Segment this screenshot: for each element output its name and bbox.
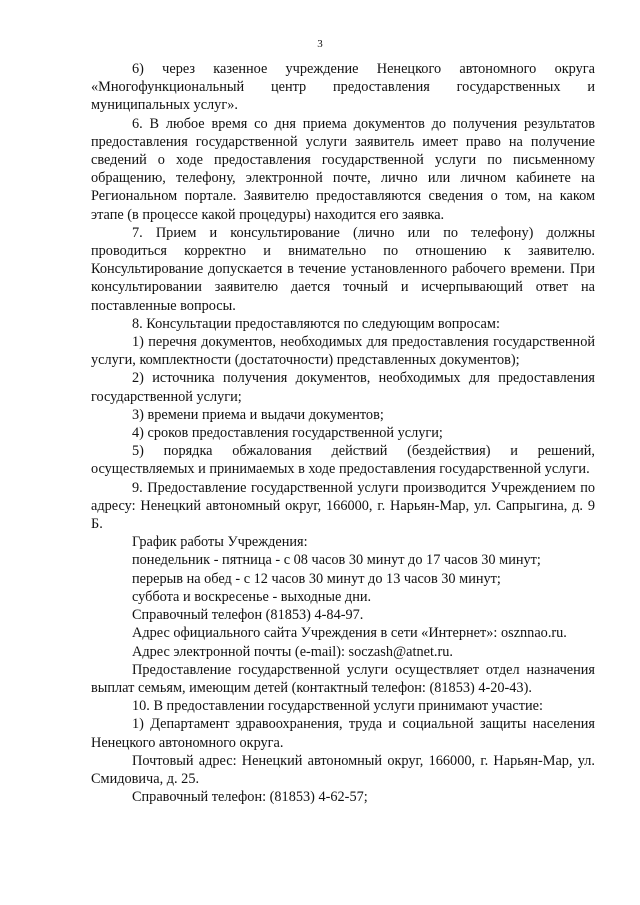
schedule-lunch: перерыв на обед - с 12 часов 30 минут до 13 часов 30 минут; (132, 570, 501, 587)
page-number: 3 (317, 38, 323, 50)
reference-phone: Справочный телефон (81853) 4-84-97. (132, 607, 364, 624)
email-address: Адрес электронной почты (e-mail): soczash@atnet.ru. (132, 643, 453, 660)
list-item-times: 3) времени приема и выдачи документов; (132, 406, 384, 423)
paragraph-10-participants: 10. В предоставлении государственной услуги принимают участие: (132, 698, 543, 715)
schedule-weekdays: понедельник - пятница - с 08 часов 30 минут до 17 часов 30 минут; (132, 552, 541, 569)
list-item-sources: 2) источника получения документов, необходимых для предоставления государственной услуги; (91, 370, 595, 405)
paragraph-6-status-info: 6. В любое время со дня приема документов до получения результатов предоставления государственной услуги заявитель имеет право на получение сведений о ходе предоставления государственной услуги по письменному обращению, телефону, электронной почте, лично или личном кабинете на Региональном портале. Заявителю предоставляются сведения о том, на каком этапе (в процессе какой процедуры) находится его заявка. (91, 115, 595, 223)
paragraph-7-consulting: 7. Прием и консультирование (лично или по телефону) должны проводиться корректно и внимательно по отношению к заявителю. Консультирование допускается в течение установленного рабочего времени. При консультировании заявителю дается точный и исчерпывающий ответ на поставленные вопросы. (91, 224, 595, 314)
department-note: Предоставление государственной услуги осуществляет отдел назначения выплат семьям, имеющим детей (контактный телефон: (81853) 4-20-43). (91, 661, 595, 696)
list-item-deadlines: 4) сроков предоставления государственной услуги; (132, 425, 443, 442)
paragraph-6-item-6: 6) через казенное учреждение Ненецкого автономного округа «Многофункциональный центр предоставления государственных и муниципальных услуг». (91, 61, 595, 114)
schedule-weekend: суббота и воскресенье - выходные дни. (132, 588, 372, 605)
postal-address: Почтовый адрес: Ненецкий автономный округ, 166000, г. Нарьян-Мар, ул. Смидовича, д. 25. (91, 752, 595, 787)
participant-health-department: 1) Департамент здравоохранения, труда и социальной защиты населения Ненецкого автономного округа. (91, 716, 595, 751)
website-address: Адрес официального сайта Учреждения в сети «Интернет»: osznnao.ru. (132, 625, 567, 642)
paragraph-8-consultations: 8. Консультации предоставляются по следующим вопросам: (132, 315, 500, 332)
list-item-appeals: 5) порядка обжалования действий (бездействия) и решений, осуществляемых и принимаемых в ходе предоставления государственной услуги. (91, 443, 595, 478)
paragraph-9-address: 9. Предоставление государственной услуги производится Учреждением по адресу: Ненецкий автономный округ, 166000, г. Нарьян-Мар, ул. Сапрыгина, д. 9 Б. (91, 479, 595, 533)
list-item-documents: 1) перечня документов, необходимых для предоставления государственной услуги, комплектности (достаточности) представленных документов); (91, 334, 595, 369)
document-body (91, 60, 595, 806)
participant-phone: Справочный телефон: (81853) 4-62-57; (132, 789, 368, 806)
schedule-heading: График работы Учреждения: (132, 534, 308, 551)
